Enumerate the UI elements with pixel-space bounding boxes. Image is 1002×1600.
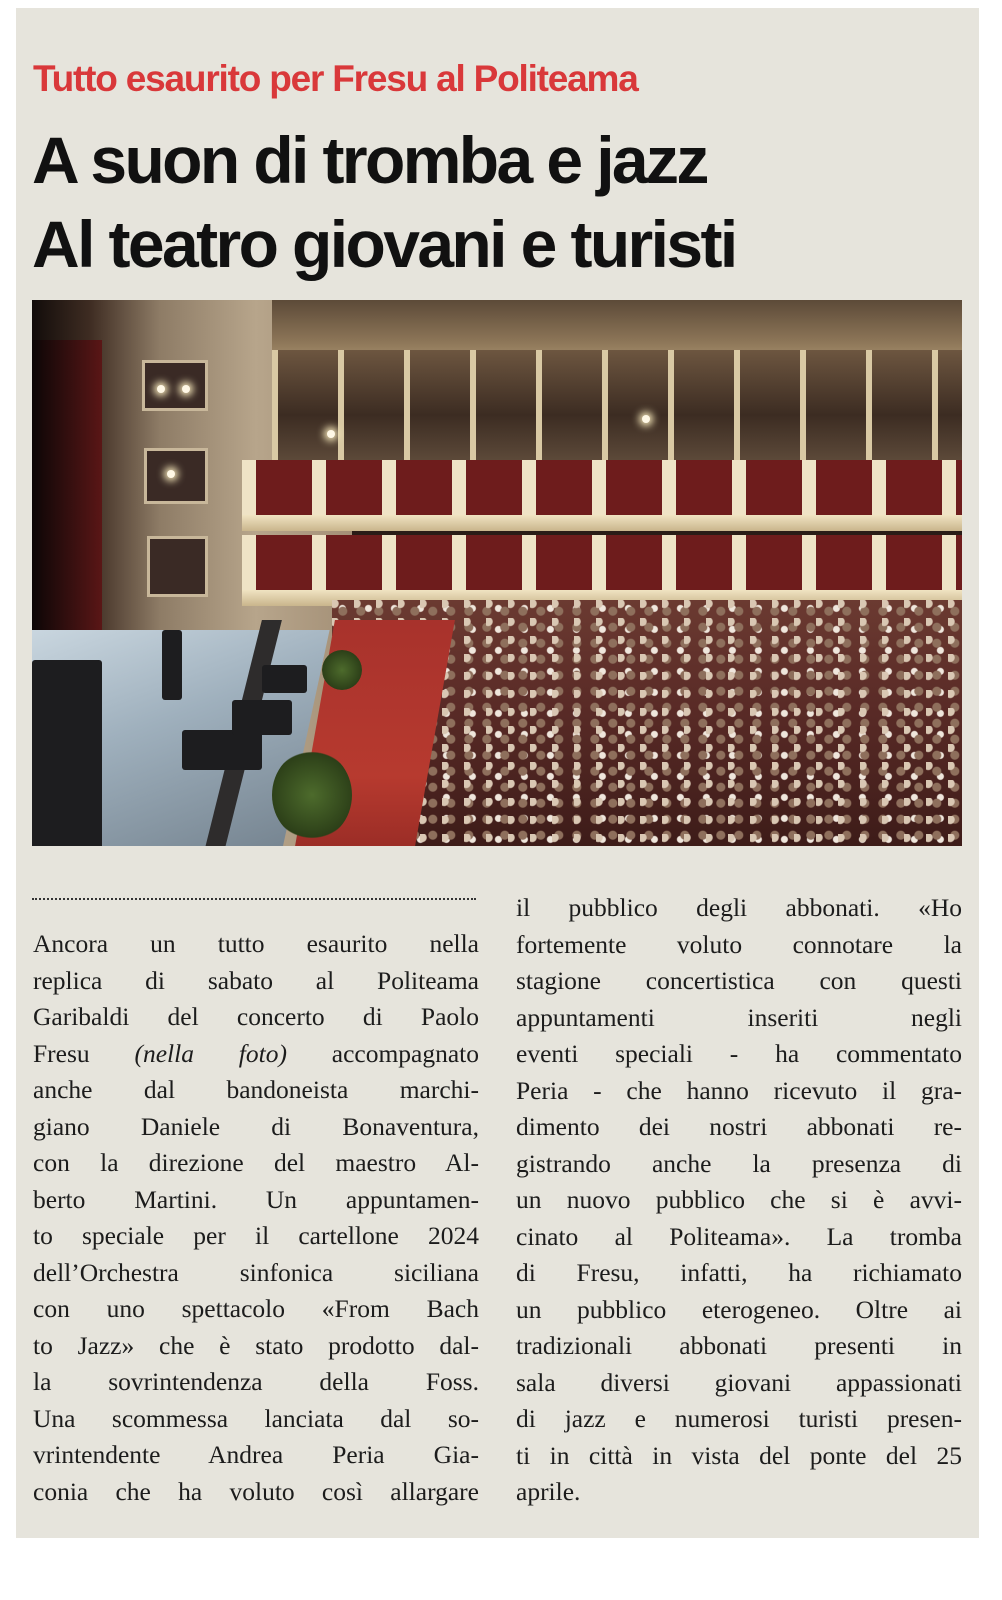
body-line: con uno spettacolo «From Bach bbox=[33, 1294, 479, 1323]
dotted-separator bbox=[32, 898, 476, 900]
photo-stage-box bbox=[144, 448, 208, 504]
photo-box-tier-1 bbox=[242, 460, 962, 520]
body-line: di jazz e numerosi turisti presen- bbox=[516, 1404, 962, 1433]
body-text: accompagnato bbox=[286, 1038, 480, 1068]
body-line: giano Daniele di Bonaventura, bbox=[33, 1111, 479, 1141]
body-line: replica di sabato al Politeama bbox=[33, 965, 479, 995]
body-line: un nuovo pubblico che si è avvi- bbox=[516, 1185, 962, 1214]
article-kicker: Tutto esaurito per Fresu al Politeama bbox=[33, 58, 638, 99]
body-line: dimento dei nostri abbonati re- bbox=[516, 1112, 962, 1141]
headline-line-1: A suon di tromba e jazz bbox=[32, 123, 707, 197]
photo-speaker bbox=[182, 730, 262, 770]
body-line: il pubblico degli abbonati. «Ho bbox=[516, 893, 962, 922]
body-line: appuntamenti inseriti negli bbox=[516, 1002, 962, 1032]
body-line: berto Martini. Un appuntamen- bbox=[33, 1184, 479, 1214]
body-line: conia che ha voluto così allargare bbox=[33, 1476, 479, 1506]
body-line: to speciale per il cartellone 2024 bbox=[33, 1221, 479, 1250]
body-line: sala diversi giovani appassionati bbox=[516, 1367, 962, 1397]
body-line: cinato al Politeama». La tromba bbox=[516, 1221, 962, 1251]
article-column-2 bbox=[516, 890, 962, 1511]
photo-speaker bbox=[232, 700, 292, 735]
body-line: Garibaldi del concerto di Paolo bbox=[33, 1002, 479, 1031]
photo-light bbox=[167, 470, 175, 478]
body-line bbox=[33, 1036, 479, 1073]
body-line: to Jazz» che è stato prodotto dal- bbox=[33, 1330, 479, 1360]
photo-stage-box bbox=[147, 536, 208, 597]
article-photo bbox=[32, 300, 962, 846]
body-line: un pubblico eterogeneo. Oltre ai bbox=[516, 1294, 962, 1324]
photo-stage-box bbox=[142, 360, 208, 411]
photo-light bbox=[642, 415, 650, 423]
body-line: di Fresu, infatti, ha richiamato bbox=[516, 1258, 962, 1287]
article-column-1 bbox=[33, 926, 479, 1510]
photo-speaker bbox=[32, 660, 102, 846]
photo-speaker bbox=[262, 665, 307, 693]
body-line: Una scommessa lanciata dal so- bbox=[33, 1403, 479, 1433]
body-line: gistrando anche la presenza di bbox=[516, 1148, 962, 1178]
body-line: ti in città in vista del ponte del 25 bbox=[516, 1440, 962, 1470]
photo-musician bbox=[162, 630, 182, 700]
body-line: aprile. bbox=[516, 1477, 581, 1506]
photo-plant bbox=[322, 650, 362, 690]
photo-light bbox=[327, 430, 335, 438]
body-line: tradizionali abbonati presenti in bbox=[516, 1331, 962, 1360]
photo-box-tier-2 bbox=[242, 535, 962, 595]
body-line: con la direzione del maestro Al- bbox=[33, 1148, 479, 1177]
body-line: Peria - che hanno ricevuto il gra- bbox=[516, 1075, 962, 1105]
body-line: anche dal bandoneista marchi- bbox=[33, 1075, 479, 1104]
photo-light bbox=[157, 385, 165, 393]
photo-curtain bbox=[32, 340, 102, 640]
photo-balcony-rail-1 bbox=[242, 515, 962, 531]
body-line: dell’Orchestra sinfonica siciliana bbox=[33, 1257, 479, 1287]
body-line: vrintendente Andrea Peria Gia- bbox=[33, 1440, 479, 1469]
photo-plant bbox=[272, 750, 352, 840]
article-headline bbox=[32, 118, 736, 286]
headline-line-2: Al teatro giovani e turisti bbox=[32, 207, 736, 281]
body-line: stagione concertistica con questi bbox=[516, 966, 962, 995]
body-line: eventi speciali - ha commentato bbox=[516, 1039, 962, 1068]
photo-reference: (nella foto) bbox=[134, 1038, 287, 1068]
body-line: Ancora un tutto esaurito nella bbox=[33, 929, 479, 958]
body-line: fortemente voluto connotare la bbox=[516, 929, 962, 959]
body-text: Fresu bbox=[33, 1038, 135, 1068]
photo-light bbox=[182, 385, 190, 393]
body-line: la sovrintendenza della Foss. bbox=[33, 1367, 479, 1396]
